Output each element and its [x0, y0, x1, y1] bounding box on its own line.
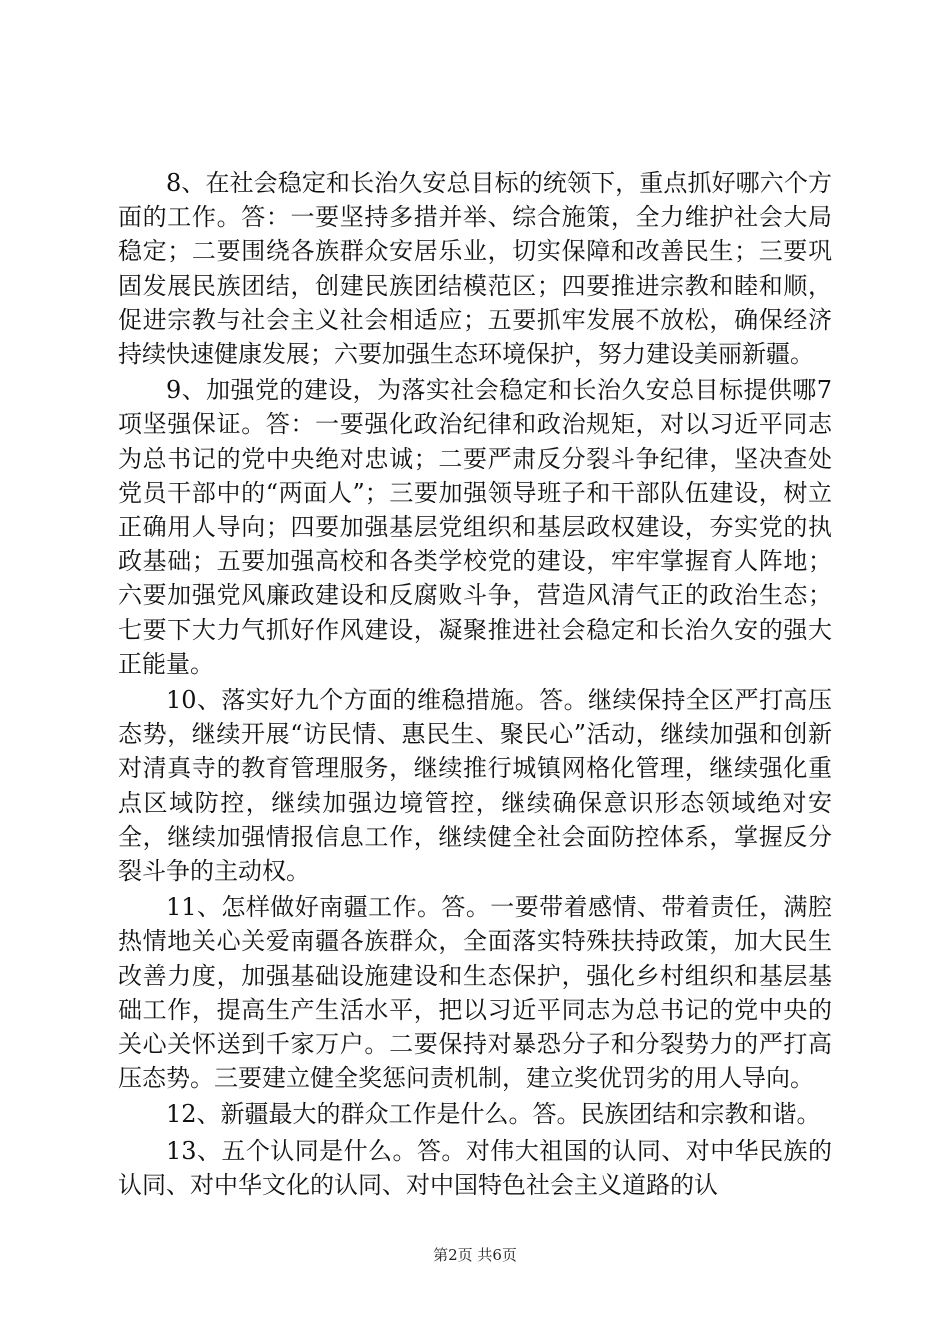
- paragraph-13: 13、五个认同是什么。答。对伟大祖国的认同、对中华民族的认同、对中华文化的认同、对中国特色社会主义道路的认: [118, 1136, 832, 1199]
- document-body: [118, 166, 832, 1204]
- paragraph-9: 9、加强党的建设，为落实社会稳定和长治久安总目标提供哪7项坚强保证。答：一要强化政治纪律和政治规矩，对以习近平同志为总书记的党中央绝对忠诚；二要严肃反分裂斗争纪律，坚决查处党员干部中的“两面人”；三要加强领导班子和干部队伍建设，树立正确用人导向；四要加强基层党组织和基层政权建设，夯实党的执政基础；五要加强高校和各类学校党的建设，牢牢掌握育人阵地；六要加强党风廉政建设和反腐败斗争，营造风清气正的政治生态；七要下大力气抓好作风建设，凝聚推进社会稳定和长治久安的强大正能量。: [118, 376, 832, 678]
- page-footer: 第2页 共6页: [433, 1246, 517, 1264]
- paragraph-12: 12、新疆最大的群众工作是什么。答。民族团结和宗教和谐。: [166, 1100, 821, 1129]
- paragraph-11: 11、怎样做好南疆工作。答。一要带着感情、带着责任，满腔热情地关心关爱南疆各族群众，全面落实特殊扶持政策，加大民生改善力度，加强基础设施建设和生态保护，强化乡村组织和基层基础工作，提高生产生活水平，把以习近平同志为总书记的党中央的关心关怀送到千家万户。二要保持对暴恐分子和分裂势力的严打高压态势。三要建立健全奖惩问责机制，建立奖优罚劣的用人导向。: [118, 893, 832, 1093]
- paragraph-8: 8、在社会稳定和长治久安总目标的统领下，重点抓好哪六个方面的工作。答：一要坚持多措并举、综合施策，全力维护社会大局稳定；二要围绕各族群众安居乐业，切实保障和改善民生；三要巩固发展民族团结，创建民族团结模范区；四要推进宗教和睦和顺，促进宗教与社会主义社会相适应；五要抓牢发展不放松，确保经济持续快速健康发展；六要加强生态环境保护，努力建设美丽新疆。: [118, 169, 832, 369]
- paragraph-10: 10、落实好九个方面的维稳措施。答。继续保持全区严打高压态势，继续开展“访民情、惠民生、聚民心”活动，继续加强和创新对清真寺的教育管理服务，继续推行城镇网格化管理，继续强化重点区域防控，继续加强边境管控，继续确保意识形态领域绝对安全，继续加强情报信息工作，继续健全社会面防控体系，掌握反分裂斗争的主动权。: [118, 686, 832, 886]
